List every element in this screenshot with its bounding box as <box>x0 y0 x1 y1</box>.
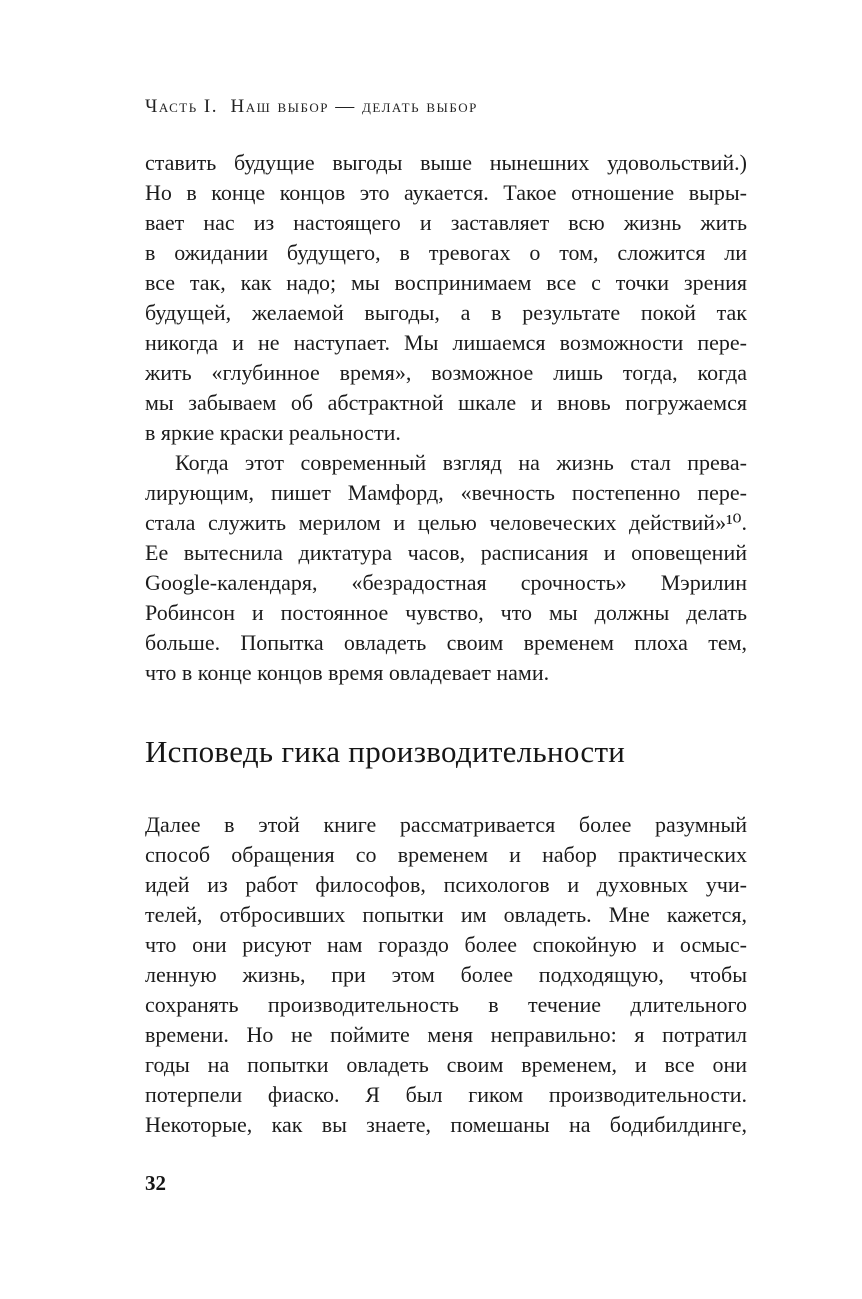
running-header: Часть I. Наш выбор — делать выбор <box>145 96 478 117</box>
text-line: Робинсон и постоянное чувство, что мы должны делать <box>145 600 747 625</box>
text-line: Некоторые, как вы знаете, помешаны на бодибилдинге, <box>145 1112 747 1137</box>
text-line: Когда этот современный взгляд на жизнь стал прева- <box>175 450 747 475</box>
text-line: идей из работ философов, психологов и духовных учи- <box>145 872 747 897</box>
text-line: Ее вытеснила диктатура часов, расписания и оповещений <box>145 540 747 565</box>
paragraph <box>145 148 747 448</box>
text-line: ставить будущие выгоды выше нынешних удовольствий.) <box>145 150 747 175</box>
text-line: в ожидании будущего, в тревогах о том, сложится ли <box>145 240 747 265</box>
text-line: Google-календаря, «безрадостная срочность» Мэрилин <box>145 570 747 595</box>
page-number: 32 <box>145 1171 166 1195</box>
text-line: способ обращения со временем и набор практических <box>145 842 747 867</box>
text-line: будущей, желаемой выгоды, а в результате покой так <box>145 300 747 325</box>
section-heading: Исповедь гика производительности <box>145 734 626 769</box>
text-line: жить «глубинное время», возможное лишь тогда, когда <box>145 360 747 385</box>
body-text-after-heading <box>145 810 747 1140</box>
text-line: вает нас из настоящего и заставляет всю жизнь жить <box>145 210 747 235</box>
text-line: ленную жизнь, при этом более подходящую, чтобы <box>145 962 747 987</box>
text-line: телей, отбросивших попытки им овладеть. Мне кажется, <box>145 902 747 927</box>
body-text-before-heading <box>145 148 747 688</box>
text-line: сохранять производительность в течение длительного <box>145 992 747 1017</box>
text-line: потерпели фиаско. Я был гиком производительности. <box>145 1082 747 1107</box>
text-line: стала служить мерилом и целью человеческих действий»¹⁰. <box>145 510 747 535</box>
text-line: времени. Но не поймите меня неправильно: я потратил <box>145 1022 747 1047</box>
paragraph <box>145 448 747 688</box>
text-line: в яркие краски реальности. <box>145 420 401 445</box>
text-line: Но в конце концов это аукается. Такое отношение выры- <box>145 180 747 205</box>
paragraph <box>145 810 747 1140</box>
text-line: что они рисуют нам гораздо более спокойную и осмыс- <box>145 932 747 957</box>
text-line: годы на попытки овладеть своим временем, и все они <box>145 1052 747 1077</box>
text-line: никогда и не наступает. Мы лишаемся возможности пере- <box>145 330 747 355</box>
text-line: Далее в этой книге рассматривается более разумный <box>145 812 747 837</box>
text-line: что в конце концов время овладевает нами. <box>145 660 550 685</box>
text-line: больше. Попытка овладеть своим временем плоха тем, <box>145 630 747 655</box>
text-line: лирующим, пишет Мамфорд, «вечность постепенно пере- <box>145 480 747 505</box>
text-line: все так, как надо; мы воспринимаем все с точки зрения <box>145 270 747 295</box>
text-block <box>145 96 747 1140</box>
text-line: мы забываем об абстрактной шкале и вновь погружаемся <box>145 390 747 415</box>
